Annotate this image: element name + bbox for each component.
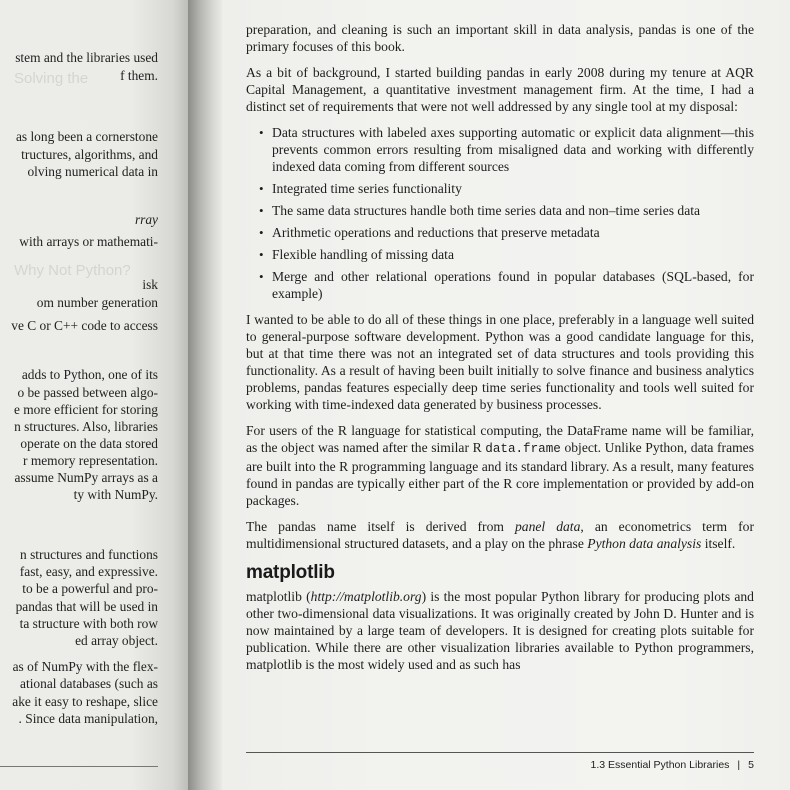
left-page-footer-rule (0, 766, 158, 767)
list-item: • Arithmetic operations and reductions that preserve metadata (270, 224, 754, 241)
left-page-text-line: tructures, algorithms, and (21, 147, 158, 162)
left-page-text-line: operate on the data stored (20, 436, 158, 451)
matplotlib-url: http://matplotlib.org (310, 589, 422, 604)
left-page-text-line: adds to Python, one of its (21, 367, 158, 382)
list-item: • Integrated time series functionality (270, 180, 754, 197)
left-page-text-line: om number generation (36, 295, 158, 310)
code-data-frame: data.frame (485, 442, 561, 456)
left-page-text-line: as of NumPy with the flex- (12, 659, 158, 674)
list-item: • Merge and other relational operations found in popular databases (SQL-based, for example) (270, 268, 754, 302)
list-item: • The same data structures handle both time series data and non–time series data (270, 202, 754, 219)
left-page-text-line: rray (134, 212, 158, 227)
left-page-text-line: ake it easy to reshape, slice (12, 694, 158, 709)
left-page-text-line: with arrays or mathemati- (19, 234, 158, 249)
left-page-text-line: to be a powerful and pro- (22, 581, 158, 596)
left-page-text-line: . Since data manipulation, (18, 711, 158, 726)
left-page-text-line: as long been a cornerstone (15, 129, 158, 144)
left-page-text-line: ty with NumPy. (73, 487, 158, 502)
page-body (246, 21, 754, 682)
left-page-text-line: pandas that will be used in (15, 599, 158, 614)
footer-section-title: 1.3 Essential Python Libraries (590, 759, 730, 771)
page-number: 5 (748, 759, 754, 771)
bleed-through-text: Solving the (14, 70, 89, 87)
left-page-text-line: n structures and functions (20, 547, 158, 562)
left-page-text-line: o be passed between algo- (17, 385, 158, 400)
left-page-text-line: ve C or C++ code to access (11, 318, 158, 333)
left-page-text-line: ed array object. (75, 633, 158, 648)
left-page (0, 0, 188, 790)
paragraph-matplotlib: matplotlib (http://matplotlib.org) is the most popular Python library for producing plots and other two-dimensional data visualizations. It was originally created by John D. Hunter and is now maintained by a large team of developers. It is designed for creating plots suitable for publication. While there are other visualization libraries available to Python programmers, matplotlib is the most widely used and as such has (246, 589, 754, 672)
left-page-text-line: r memory representation. (23, 453, 158, 468)
footer-separator: | (737, 759, 741, 771)
left-page-text-line: fast, easy, and expressive. (19, 564, 158, 579)
left-page-text-line: n structures. Also, libraries (14, 419, 158, 434)
paragraph-pandas-name: The pandas name itself is derived from panel data, an econometrics term for multidimensional structured datasets, and a play on the phrase Python data analysis itself. (246, 519, 754, 551)
left-page-text-line: ta structure with both row (19, 616, 158, 631)
paragraph-background: As a bit of background, I started building pandas in early 2008 during my tenure at AQR Capital Management, a quantitative investment management firm. At the time, I had a distinct set of requirements that were not well addressed by any single tool at my disposal: (246, 65, 754, 114)
footer-rule (246, 752, 754, 753)
left-page-text-line: f them. (120, 68, 158, 83)
left-page-text-line: olving numerical data in (27, 164, 158, 179)
paragraph-python-choice: I wanted to be able to do all of these things in one place, preferably in a language well suited to general-purpose software development. Python was a good candidate language for this, but at that time there was not an integrated set of data structures and tools providing this functionality. As a result of having been built initially to solve finance and business analytics problems, pandas features especially deep time series functionality and tools well suited for working with time-indexed data generated by business processes. (246, 312, 754, 412)
list-item: • Data structures with labeled axes supporting automatic or explicit data alignment—this prevents common errors resulting from misaligned data and working with differently indexed data coming from different sources (270, 124, 754, 175)
paragraph-r-dataframe: For users of the R language for statistical computing, the DataFrame name will be familiar, as the object was named after the similar R data.frame object. Unlike Python, data frames are built into the R programming language and its standard library. As a result, many features found in pandas are typically either part of the R core implementation or provided by add-on packages. (246, 423, 755, 508)
left-page-text-line: assume NumPy arrays as a (14, 470, 158, 485)
left-page-text-line: stem and the libraries used (15, 50, 158, 65)
paragraph-pandas-intro-end: preparation, and cleaning is such an important skill in data analysis, pandas is one of the primary focuses of this book. (246, 22, 754, 54)
requirements-list (246, 124, 754, 302)
bleed-through-text: Why Not Python? (14, 262, 131, 279)
list-item: • Flexible handling of missing data (270, 246, 754, 263)
left-page-text-line: e more efficient for storing (13, 402, 158, 417)
page-footer (591, 759, 755, 771)
left-page-text-line: isk (142, 277, 158, 292)
section-heading-matplotlib: matplotlib (246, 562, 335, 583)
book-gutter (188, 0, 222, 790)
term-panel-data: panel data (514, 519, 581, 534)
right-page (222, 0, 790, 790)
left-page-text-line: ational databases (such as (20, 676, 158, 691)
term-python-data-analysis: Python data analysis (587, 536, 702, 551)
